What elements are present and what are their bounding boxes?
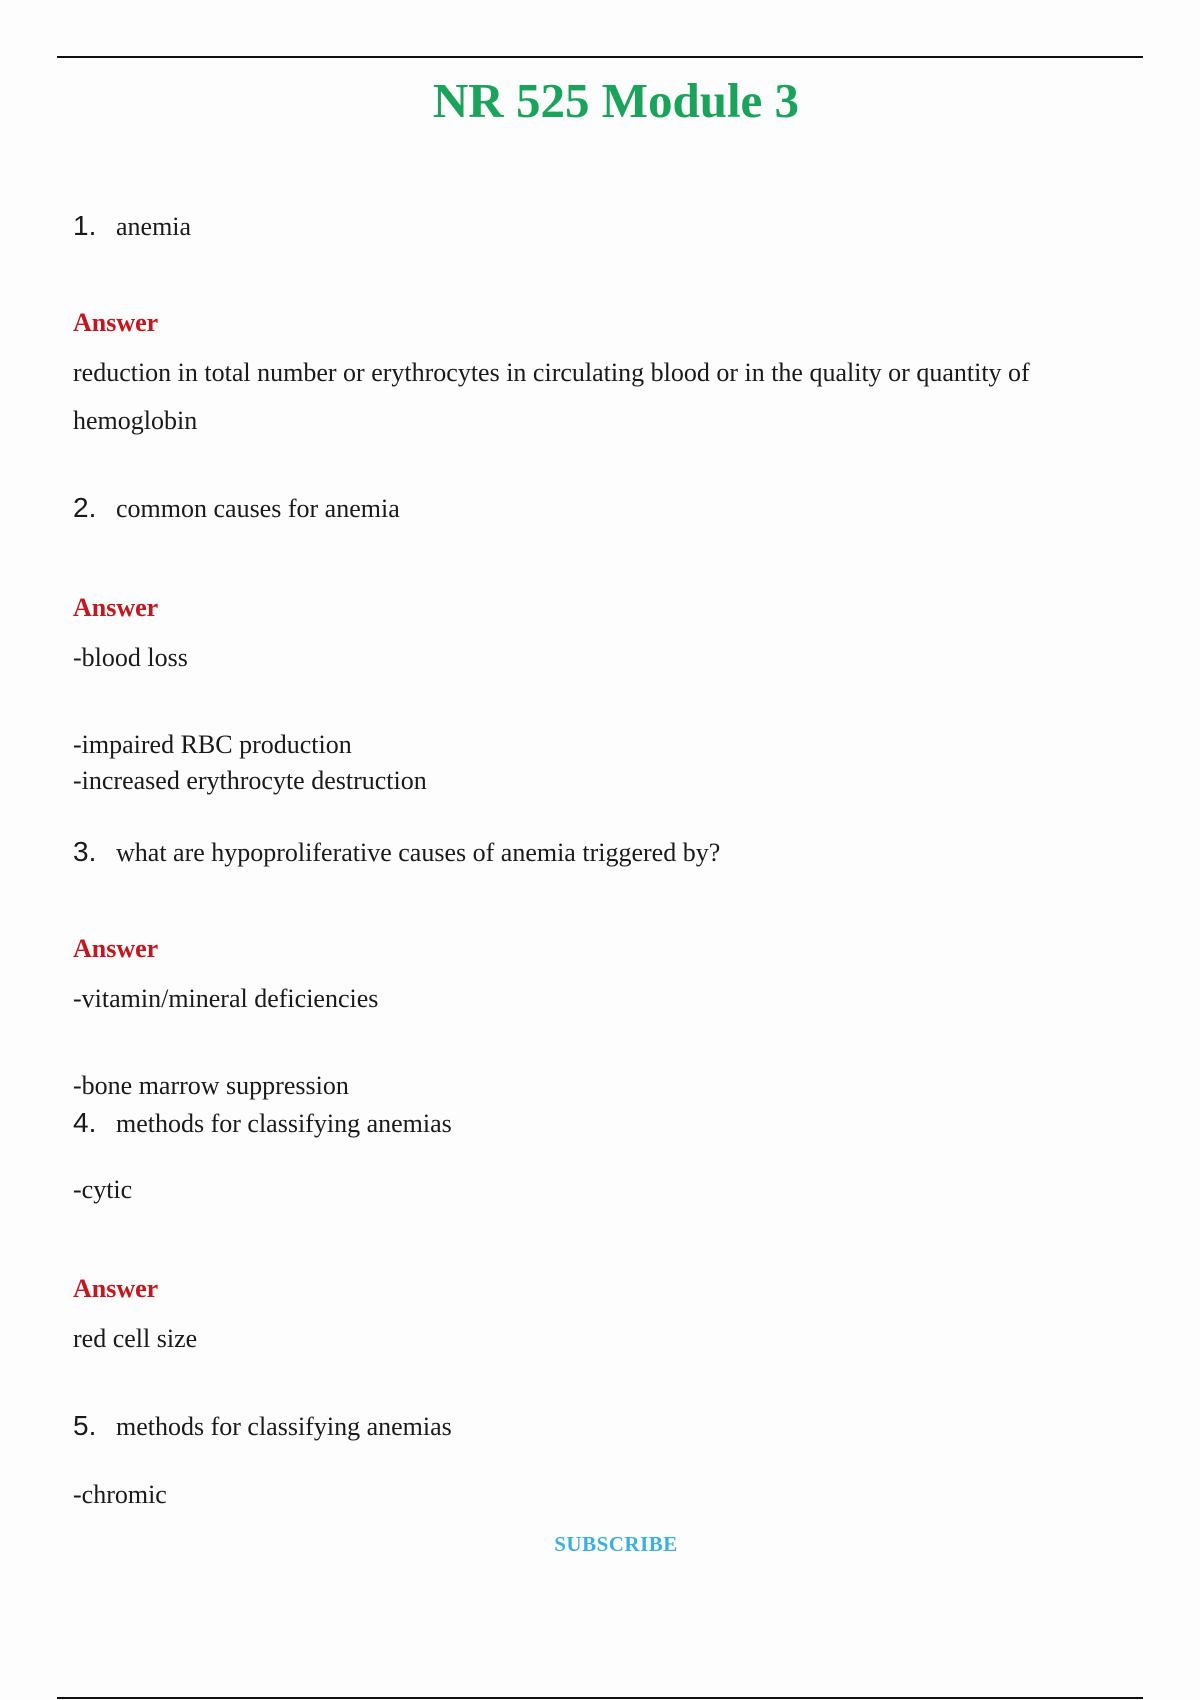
subscribe-link[interactable]: SUBSCRIBE [554,1532,678,1556]
question-number: 1. [73,210,97,241]
answer-line: -bone marrow suppression [73,1071,349,1100]
answer-line: -impaired RBC production [73,730,352,759]
top-rule [57,56,1143,58]
question-text: anemia [116,212,192,241]
question-number: 5. [73,1410,97,1441]
question-text: what are hypoproliferative causes of anemia triggered by? [116,838,721,867]
answer-label-4: Answer [73,1274,159,1303]
answer-line: -blood loss [73,643,188,672]
answer-label-3: Answer [73,934,159,963]
answer-label-2: Answer [73,593,159,622]
question-number: 3. [73,836,97,867]
question-extra: -cytic [73,1175,133,1204]
answer-text-1: reduction in total number or erythrocytes in circulating blood or in the quality or quantity of hemoglobin [73,358,1030,435]
answer-line: -increased erythrocyte destruction [73,766,427,795]
question-number: 4. [73,1107,97,1138]
question-2 [73,492,400,524]
question-extra: -chromic [73,1480,167,1509]
answer-label-1: Answer [73,308,159,337]
question-4 [73,1107,452,1139]
answer-line: red cell size [73,1324,198,1353]
question-3 [73,836,720,868]
question-5 [73,1410,452,1442]
question-1 [73,210,191,242]
question-text: methods for classifying anemias [116,1412,452,1441]
question-text: methods for classifying anemias [116,1109,452,1138]
page-title: NR 525 Module 3 [432,73,800,128]
answer-line: -vitamin/mineral deficiencies [73,984,379,1013]
question-text: common causes for anemia [116,494,400,523]
question-number: 2. [73,492,97,523]
bottom-rule [57,1697,1143,1699]
